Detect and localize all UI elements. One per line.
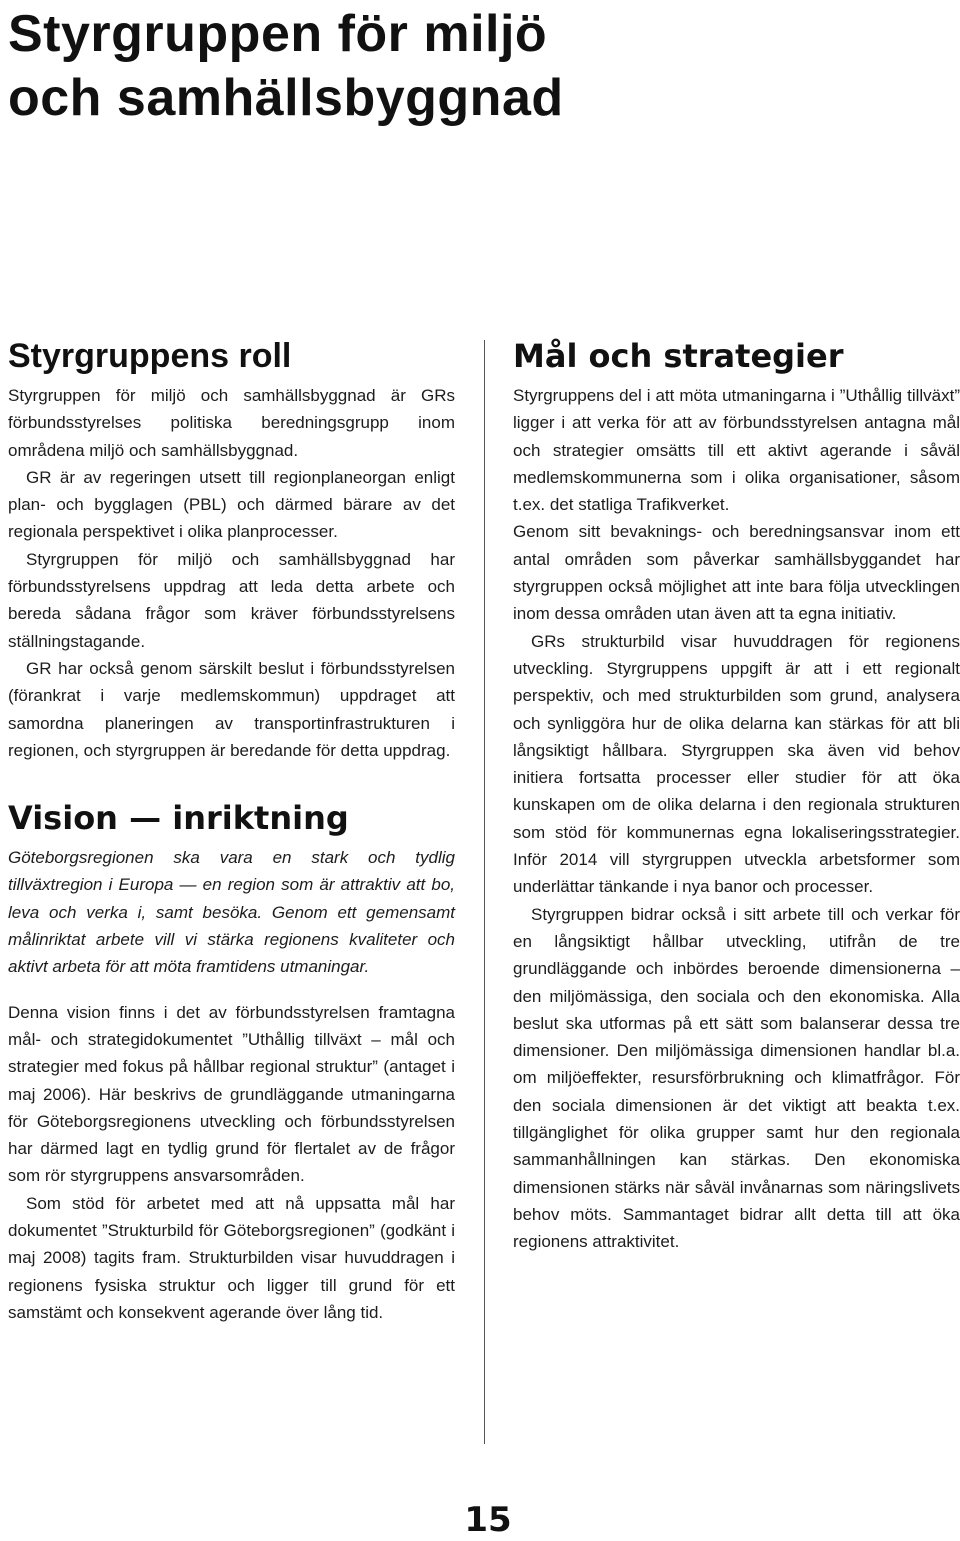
paragraph: Denna vision finns i det av förbundsstyrelsen framtagna mål- och strategidokumentet ”Uthållig tillväxt – mål och strategier med fokus på hållbar regional struktur” (antaget i maj 2006). Här beskrivs de grundläggande utmaningarna för Göteborgsregionens utveckling och förbundsstyrelsen har därmed lagt en tydlig grund för flertalet av de frågor som rör styrgruppens ansvarsområden. bbox=[8, 1002, 455, 1186]
paragraph: GR är av regeringen utsett till regionplaneorgan enligt plan- och bygglagen (PBL) och därmed bärare av det regionala perspektivet i olika planprocesser. bbox=[8, 467, 455, 542]
paragraph: Styrgruppens del i att möta utmaningarna i ”Uthållig tillväxt” ligger i att verka för att av förbundsstyrelsen antagna mål och strategier omsätts till ett aktivt agerande i såväl medlemskommunerna som i olika organisationer, såsom t.ex. det statliga Trafikverket. bbox=[513, 386, 960, 515]
page-title bbox=[8, 2, 564, 130]
page-number: 15 bbox=[464, 1500, 512, 1540]
paragraph: GRs strukturbild visar huvuddragen för regionens utveckling. Styrgruppens uppgift är att i ett regionalt perspektiv, och med strukturbilden som grund, analysera och synliggöra hur de olika delarna kan stärkas för att bli långsiktigt hållbara. Styrgruppen ska även vid behov initiera fortsatta processer eller studier för att öka kunskapen om de olika delarna i den regionala strukturen som stöd för kommunernas egna lokaliseringsstrategier. Inför 2014 vill styrgruppen utveckla arbetsformer som underlättar tänkande i nya banor och processer. bbox=[513, 631, 960, 897]
vision-statement: Göteborgsregionen ska vara en stark och tydlig tillväxtregion i Europa — en region som är attraktiv att bo, leva och verka i, samt besöka. Genom ett gemensamt målinriktat arbete vill vi stärka regionens kvaliteter och aktivt arbeta för att möta framtidens utmaningar. bbox=[8, 848, 455, 977]
paragraph: Som stöd för arbetet med att nå uppsatta mål har dokumentet ”Strukturbild för Göteborgsregionen” (godkänt i maj 2008) tagits fram. Strukturbilden visar huvuddragen i regionens fysiska struktur och ligger till grund för ett samstämt och konsekvent agerande över lång tid. bbox=[8, 1193, 455, 1322]
paragraph: Genom sitt bevaknings- och beredningsansvar inom ett antal områden som påverkar samhällsbyggandet har styrgruppen också möjlighet att inte bara följa utvecklingen inom dessa områden utan även att ta egna initiativ. bbox=[513, 522, 960, 624]
left-column bbox=[8, 336, 455, 1326]
page-title-line1: Styrgruppen för miljö bbox=[8, 5, 548, 63]
paragraph: GR har också genom särskilt beslut i förbundsstyrelsen (förankrat i varje medlemskommun) uppdraget att samordna planeringen av transportinfrastrukturen i regionen, och styrgruppen är beredande för detta uppdrag. bbox=[8, 658, 455, 760]
heading-vision: Vision — inriktning bbox=[8, 799, 349, 838]
heading-mal-och-strategier: Mål och strategier bbox=[513, 337, 844, 375]
paragraph: Styrgruppen bidrar också i sitt arbete till och verkar för en långsiktigt hållbar utveckling, utifrån de tre grundläggande och inbördes beroende dimensionerna – den miljömässiga, den sociala och den ekonomiska. Alla beslut ska utformas på ett sätt som balanserar dessa tre dimensioner. Den miljömässiga dimensionen handlar bl.a. om miljöeffekter, resursförbrukning och klimatfrågor. För den sociala dimensionen är det viktigt att beakta t.ex. tillgänglighet för olika grupper samt hur den regionala sammanhållningen kan stärkas. Den ekonomiska dimensionen stärks när såväl invånarnas som näringslivets behov möts. Sammantaget bidrar allt detta till att öka regionens attraktivitet. bbox=[513, 904, 960, 1252]
paragraph: Styrgruppen för miljö och samhällsbyggnad har förbundsstyrelsens uppdrag att leda detta arbete och bereda sådana frågor som kräver förbundsstyrelsens ställningstagande. bbox=[8, 549, 455, 651]
right-column bbox=[513, 336, 960, 1256]
heading-styrgruppens-roll: Styrgruppens roll bbox=[8, 337, 292, 375]
column-divider bbox=[484, 340, 485, 1444]
paragraph: Styrgruppen för miljö och samhällsbyggnad är GRs förbundsstyrelses politiska beredningsgrupp inom områdena miljö och samhällsbyggnad. bbox=[8, 386, 455, 460]
page-title-line2: och samhällsbyggnad bbox=[8, 69, 564, 127]
